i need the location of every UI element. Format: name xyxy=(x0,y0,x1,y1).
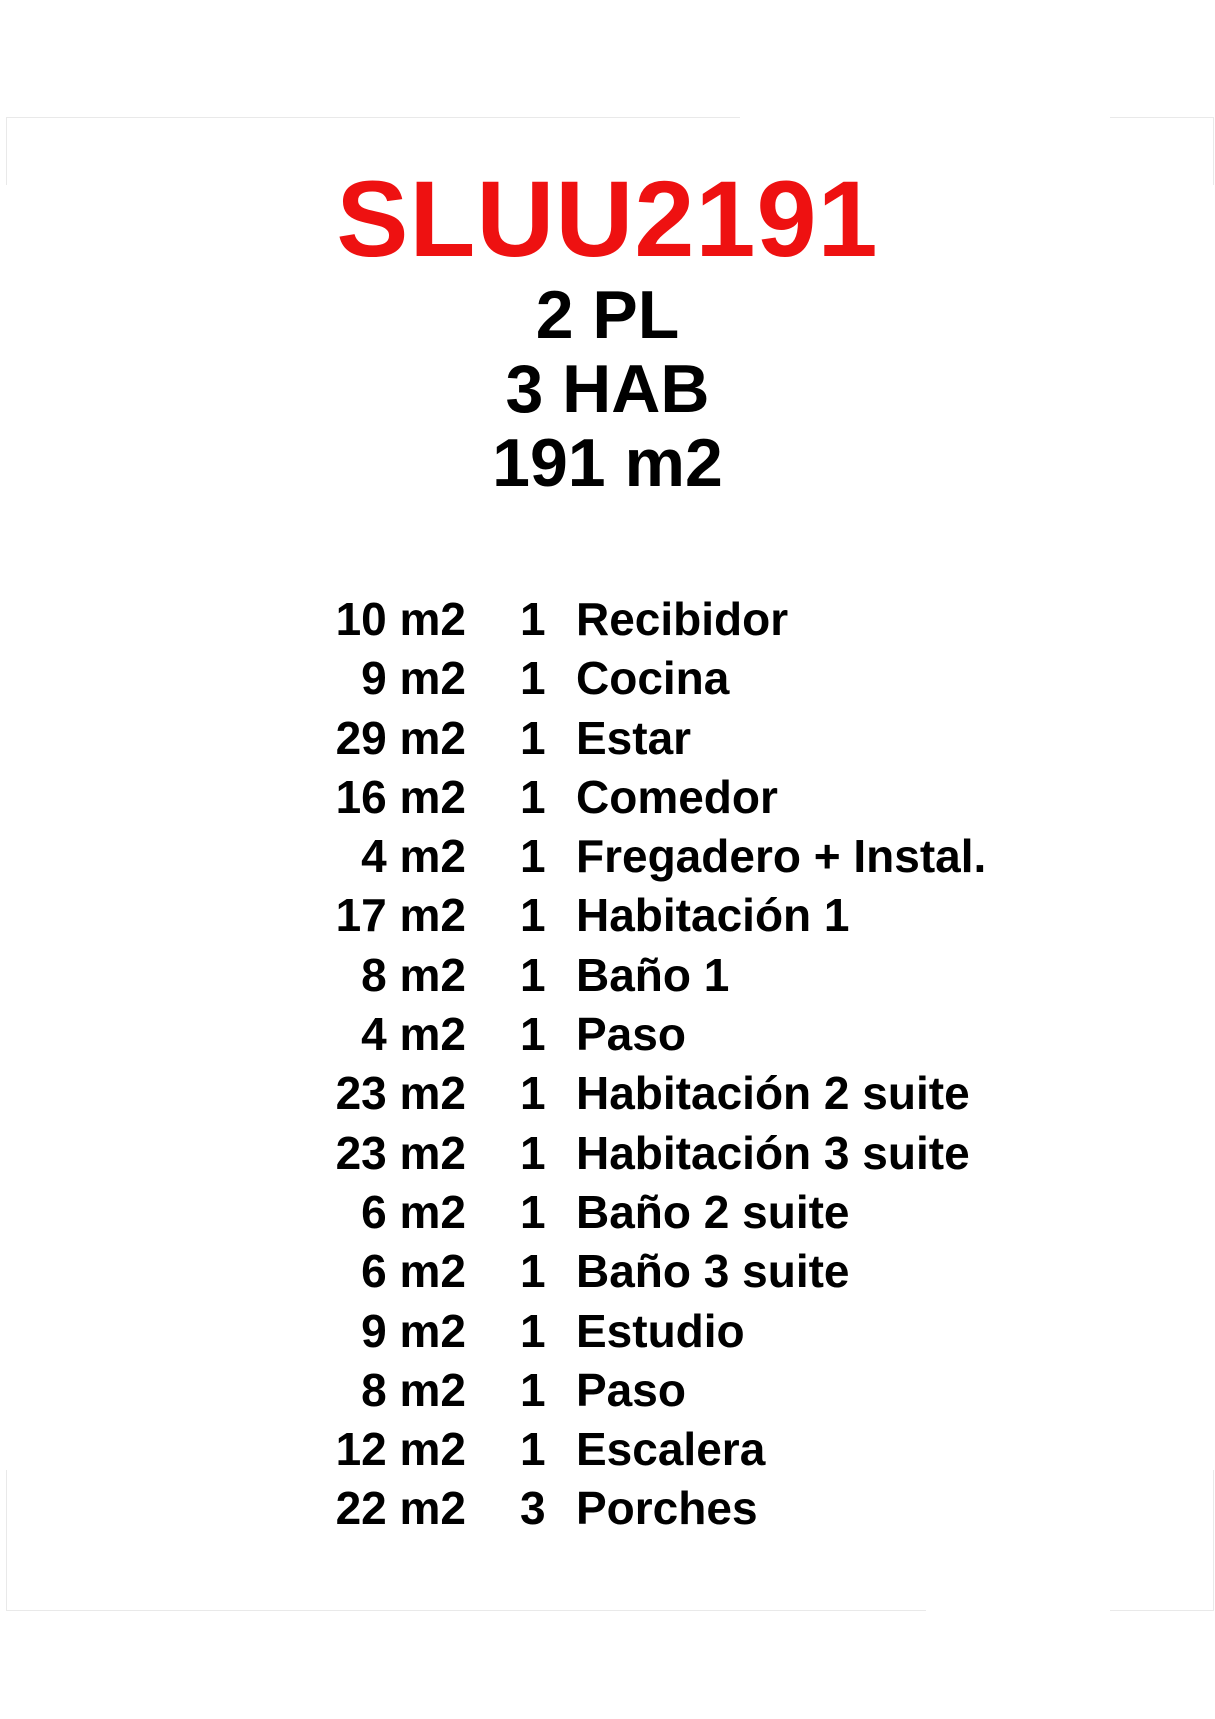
room-area: 17 m2 xyxy=(335,889,466,942)
total-area: 191 m2 xyxy=(492,425,723,501)
room-name: Paso xyxy=(576,1363,686,1416)
frame-line xyxy=(6,1610,926,1611)
room-row xyxy=(0,1064,1215,1123)
room-row xyxy=(0,1242,1215,1301)
room-row xyxy=(0,1479,1215,1538)
room-row xyxy=(0,649,1215,708)
room-area: 6 m2 xyxy=(361,1185,466,1238)
room-count: 1 xyxy=(520,1423,546,1476)
room-count: 1 xyxy=(520,593,546,645)
room-name: Comedor xyxy=(576,770,778,823)
room-row xyxy=(0,827,1215,886)
room-area: 16 m2 xyxy=(335,770,466,823)
room-name: Porches xyxy=(576,1482,758,1535)
frame-line xyxy=(1110,117,1214,118)
property-code: SLUU2191 xyxy=(336,158,879,279)
room-area: 8 m2 xyxy=(361,1363,466,1416)
room-name: Habitación 1 xyxy=(576,889,850,942)
bedrooms-count: 3 HAB xyxy=(505,351,710,427)
room-name: Baño 1 xyxy=(576,948,730,1001)
room-count: 1 xyxy=(520,1126,546,1179)
property-header xyxy=(0,160,1215,500)
room-name: Estudio xyxy=(576,1304,745,1357)
room-count: 1 xyxy=(520,1363,546,1416)
room-row xyxy=(0,709,1215,768)
room-count: 1 xyxy=(520,1067,546,1120)
room-area: 10 m2 xyxy=(335,593,466,645)
room-area: 9 m2 xyxy=(361,652,466,705)
room-count: 1 xyxy=(520,1008,546,1061)
room-count: 1 xyxy=(520,652,546,705)
room-list xyxy=(0,590,1215,1539)
room-name: Recibidor xyxy=(576,593,789,645)
room-count: 1 xyxy=(520,830,546,883)
room-count: 1 xyxy=(520,948,546,1001)
room-count: 3 xyxy=(520,1482,546,1535)
frame-line xyxy=(6,117,740,118)
room-count: 1 xyxy=(520,1304,546,1357)
room-row xyxy=(0,1124,1215,1183)
room-name: Estar xyxy=(576,711,692,764)
room-count: 1 xyxy=(520,1245,546,1298)
room-area: 23 m2 xyxy=(335,1067,466,1120)
room-name: Baño 2 suite xyxy=(576,1185,850,1238)
room-row xyxy=(0,1005,1215,1064)
room-row xyxy=(0,886,1215,945)
room-name: Escalera xyxy=(576,1423,766,1476)
room-count: 1 xyxy=(520,889,546,942)
room-count: 1 xyxy=(520,1185,546,1238)
room-area: 9 m2 xyxy=(361,1304,466,1357)
room-area: 22 m2 xyxy=(335,1482,466,1535)
room-name: Cocina xyxy=(576,652,730,705)
room-area: 23 m2 xyxy=(335,1126,466,1179)
room-row xyxy=(0,1183,1215,1242)
room-row xyxy=(0,1302,1215,1361)
room-name: Habitación 2 suite xyxy=(576,1067,970,1120)
room-area: 8 m2 xyxy=(361,948,466,1001)
room-count: 1 xyxy=(520,711,546,764)
room-row xyxy=(0,946,1215,1005)
room-area: 29 m2 xyxy=(335,711,466,764)
room-row xyxy=(0,590,1215,649)
room-area: 6 m2 xyxy=(361,1245,466,1298)
room-row xyxy=(0,1420,1215,1479)
room-name: Fregadero + Instal. xyxy=(576,830,987,883)
room-area: 4 m2 xyxy=(361,830,466,883)
frame-line xyxy=(1110,1610,1214,1611)
room-name: Paso xyxy=(576,1008,686,1061)
room-name: Baño 3 suite xyxy=(576,1245,850,1298)
room-area: 4 m2 xyxy=(361,1008,466,1061)
room-area: 12 m2 xyxy=(335,1423,466,1476)
room-name: Habitación 3 suite xyxy=(576,1126,970,1179)
room-count: 1 xyxy=(520,770,546,823)
floors-count: 2 PL xyxy=(535,277,680,353)
room-row xyxy=(0,1361,1215,1420)
room-row xyxy=(0,768,1215,827)
